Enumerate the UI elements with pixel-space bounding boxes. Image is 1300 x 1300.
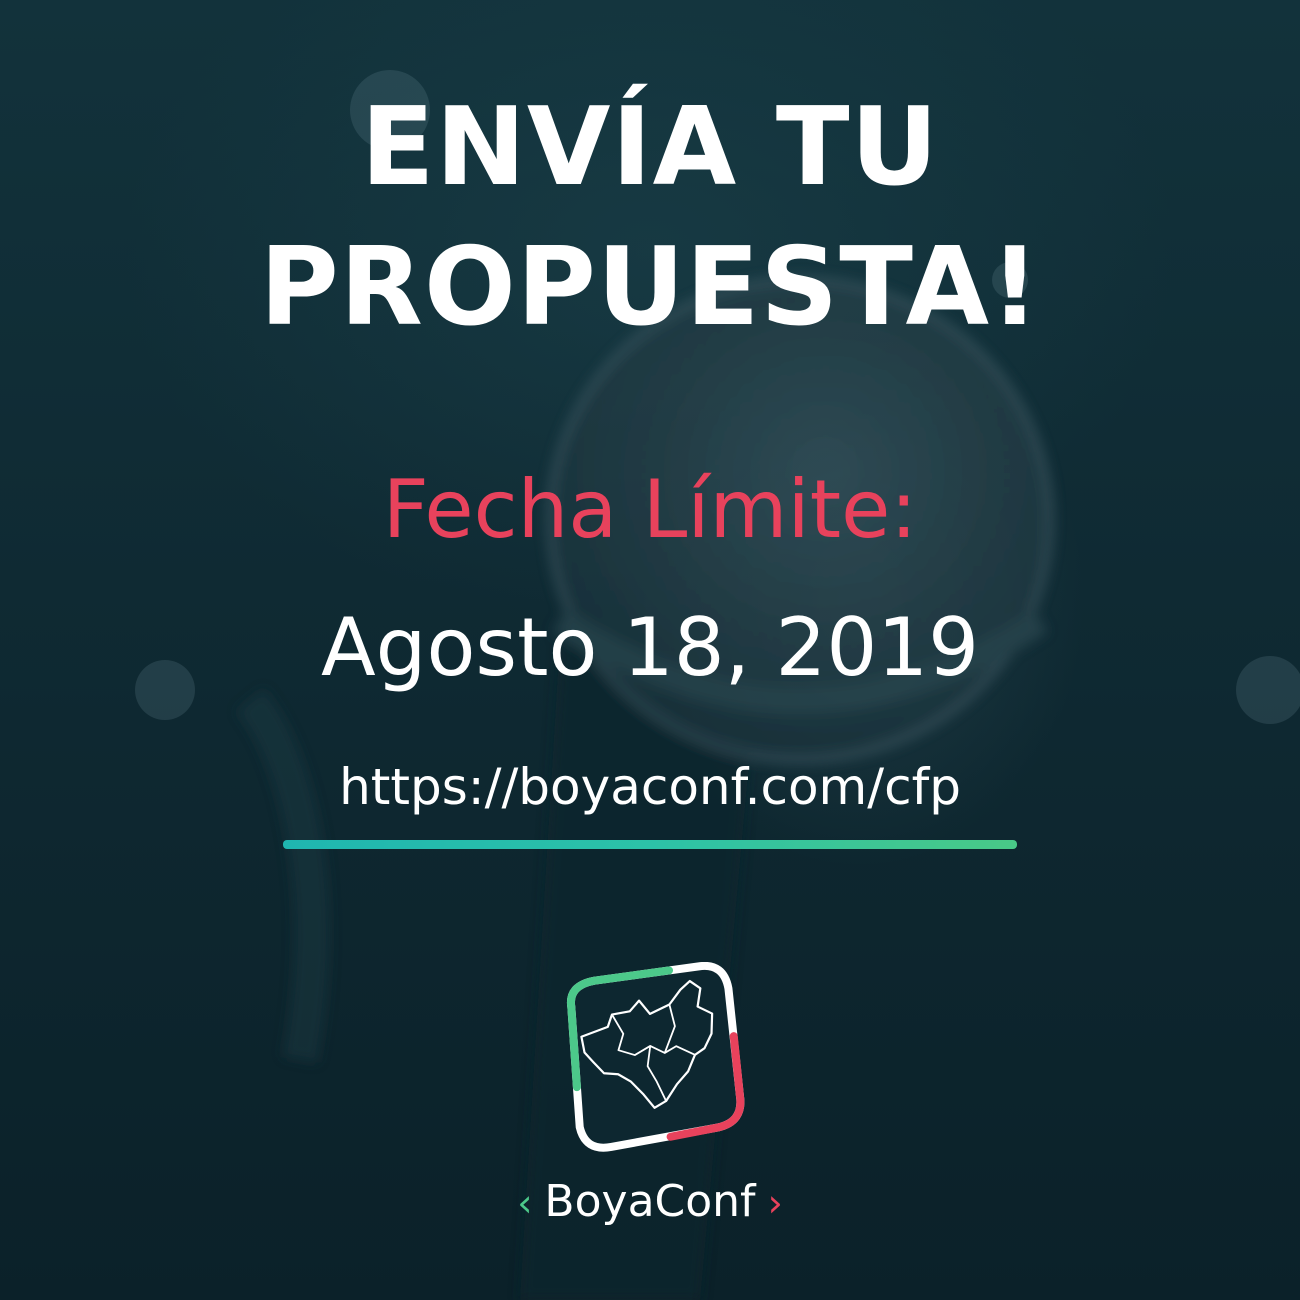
headline-line-2: PROPUESTA! (259, 225, 1041, 350)
brand-wordmark (0, 1172, 1300, 1233)
cfp-link[interactable]: https://boyaconf.com/cfp (339, 758, 961, 816)
deadline-date: Agosto 18, 2019 (320, 601, 980, 694)
brand-open-bracket: ‹ (517, 1181, 533, 1225)
deadline-label: Fecha Límite: (382, 463, 918, 556)
link-underline (283, 840, 1017, 849)
headline-line-1: ENVÍA TU (360, 85, 940, 210)
boyaca-map-logo-icon (555, 962, 745, 1152)
brand-close-bracket: › (767, 1181, 783, 1225)
brand-name: BoyaConf (544, 1176, 756, 1227)
